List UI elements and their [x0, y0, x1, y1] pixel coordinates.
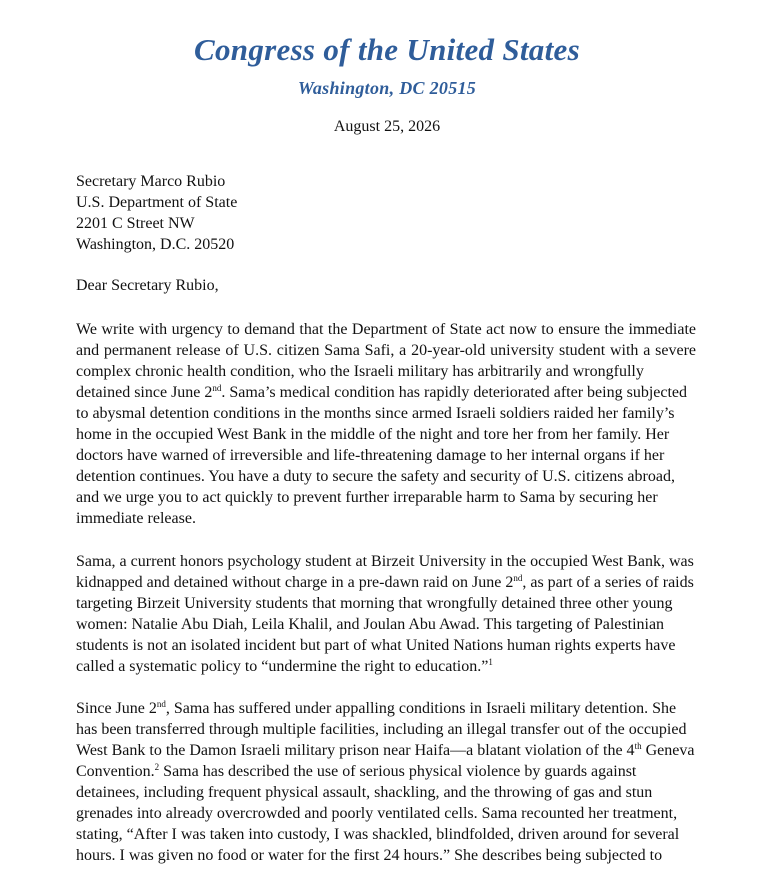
paragraph-line [76, 382, 696, 403]
paragraph-line: has been transferred through multiple facilities, including an illegal transfer out of the occupied [76, 721, 687, 738]
paragraph-line: to abysmal detention conditions in the months since armed Israeli soldiers raided her family’s [76, 405, 675, 422]
text-run: , as part of a series of raids [522, 574, 694, 591]
salutation: Dear Secretary Rubio, [76, 277, 219, 294]
paragraph-line [76, 656, 696, 677]
letterhead-subtitle: Washington, DC 20515 [297, 78, 477, 98]
footnote-marker: 2 [154, 762, 160, 772]
footnote-marker: 1 [488, 657, 493, 667]
recipient-city: Washington, D.C. 20520 [76, 236, 235, 253]
paragraph-line: and permanent release of U.S. citizen Sama Safi, a 20-year-old university student with a severe [76, 342, 696, 359]
paragraph-line [76, 761, 696, 782]
ordinal-suffix: th [634, 741, 642, 751]
paragraph-line: stating, “After I was taken into custody, I was shackled, blindfolded, driven around for several [76, 826, 680, 843]
paragraph-2 [76, 551, 696, 677]
paragraph-line: targeting Birzeit University students that morning that wrongfully detained three other young [76, 595, 673, 612]
paragraph-line [76, 740, 696, 761]
paragraph-line: hours. I was given no food or water for the first 24 hours.” She describes being subjected to [76, 847, 663, 864]
paragraph-line: Sama, a current honors psychology student at Birzeit University in the occupied West Bank, was [76, 553, 694, 570]
text-run: . Sama’s medical condition has rapidly deteriorated after being subjected [221, 384, 688, 401]
text-run: Since June 2 [76, 700, 157, 717]
text-run: , Sama has suffered under appalling conditions in Israeli military detention. She [165, 700, 677, 717]
ordinal-suffix: nd [212, 383, 222, 393]
ordinal-suffix: nd [513, 573, 523, 583]
recipient-street: 2201 C Street NW [76, 215, 195, 232]
text-run: detained since June 2 [76, 384, 213, 401]
letterhead-title: Congress of the United States [194, 32, 580, 67]
text-run: called a systematic policy to “undermine the right to education.” [76, 658, 489, 675]
text-run: Sama has described the use of serious physical violence by guards against [159, 763, 637, 780]
text-run: kidnapped and detained without charge in a pre-dawn raid on June 2 [76, 574, 514, 591]
paragraph-line: complex chronic health condition, who the Israeli military has arbitrarily and wrongfully [76, 363, 644, 380]
paragraph-line: grenades into already overcrowded and poorly ventilated cells. Sama recounted her treatment, [76, 805, 678, 822]
text-run: West Bank to the Damon Israeli military prison near Haifa—a blatant violation of the 4 [76, 742, 635, 759]
paragraph-1 [76, 319, 696, 529]
text-run: Convention. [76, 763, 155, 780]
recipient-address [76, 171, 237, 255]
paragraph-line: students is not an isolated incident but part of what United Nations human rights experts have [76, 637, 676, 654]
paragraph-line [76, 572, 696, 593]
recipient-department: U.S. Department of State [76, 194, 238, 211]
paragraph-3 [76, 698, 696, 866]
paragraph-line: detainees, including frequent physical assault, shackling, and the throwing of gas and stun [76, 784, 653, 801]
text-run: Geneva [641, 742, 695, 759]
paragraph-line: We write with urgency to demand that the Department of State act now to ensure the immediate [76, 321, 696, 338]
paragraph-line: detention continues. You have a duty to secure the safety and security of U.S. citizens abroad, [76, 468, 675, 485]
paragraph-line: doctors have warned of irreversible and life-threatening damage to her internal organs if her [76, 447, 665, 464]
paragraph-line: immediate release. [76, 510, 196, 527]
paragraph-line: women: Natalie Abu Diah, Leila Khalil, and Joulan Abu Awad. This targeting of Palestinian [76, 616, 665, 633]
paragraph-line [76, 698, 696, 719]
paragraph-line: home in the occupied West Bank in the middle of the night and tore her from her family. Her [76, 426, 670, 443]
letter-date: August 25, 2026 [333, 118, 441, 135]
recipient-name: Secretary Marco Rubio [76, 173, 226, 190]
ordinal-suffix: nd [156, 699, 166, 709]
paragraph-line: and we urge you to act quickly to prevent further irreparable harm to Sama by securing her [76, 489, 658, 506]
